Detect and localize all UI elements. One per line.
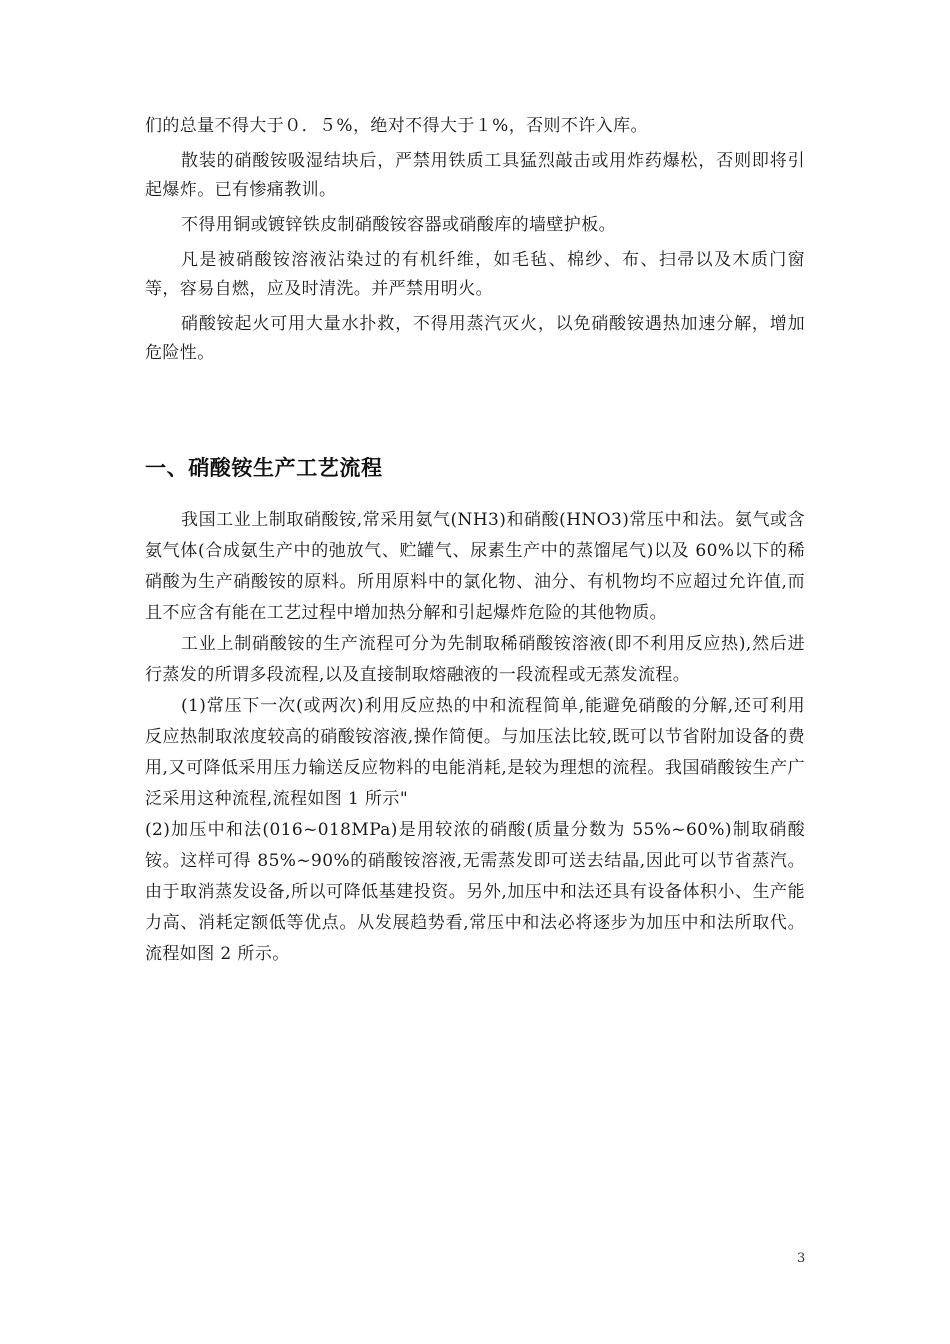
- paragraph: 凡是被硝酸铵溶液沾染过的有机纤维，如毛毡、棉纱、布、扫帚以及木质门窗等，容易自燃，应及时清洗。并严禁用明火。: [145, 250, 805, 299]
- section-heading: 一、硝酸铵生产工艺流程: [145, 456, 383, 480]
- paragraph: (2)加压中和法(016~018MPa)是用较浓的硝酸(质量分数为 55%~60%)制取硝酸铵。这样可得 85%~90%的硝酸铵溶液,无需蒸发即可送去结晶,因此可以节省蒸汽。由于取消蒸发设备,所以可降低基建投资。另外,加压中和法还具有设备体积小、生产能力高、消耗定额低等优点。从发展趋势看,常压中和法必将逐步为加压中和法所取代。流程如图 2 所示。: [145, 820, 805, 964]
- paragraph: 工业上制硝酸铵的生产流程可分为先制取稀硝酸铵溶液(即不利用反应热),然后进行蒸发的所谓多段流程,以及直接制取熔融液的一段流程或无蒸发流程。: [145, 634, 805, 685]
- page-number: 3: [797, 1251, 806, 1266]
- paragraph: 我国工业上制取硝酸铵,常采用氨气(NH3)和硝酸(HNO3)常压中和法。氨气或含氨气体(合成氨生产中的弛放气、贮罐气、尿素生产中的蒸馏尾气)以及 60%以下的稀硝酸为生产硝酸铵的原料。所用原料中的氯化物、油分、有机物均不应超过允许值,而且不应含有能在工艺过程中增加热分解和引起爆炸危险的其他物质。: [145, 510, 805, 623]
- process-description: [145, 505, 805, 970]
- paragraph: 散装的硝酸铵吸湿结块后，严禁用铁质工具猛烈敲击或用炸药爆松，否则即将引起爆炸。已有惨痛教训。: [145, 151, 805, 200]
- paragraph: 硝酸铵起火可用大量水扑救，不得用蒸汽灭火，以免硝酸铵遇热加速分解，增加危险性。: [145, 314, 805, 363]
- safety-notes: [145, 112, 805, 374]
- paragraph: 不得用铜或镀锌铁皮制硝酸铵容器或硝酸库的墙壁护板。: [181, 215, 616, 235]
- paragraph: 们的总量不得大于０．５%，绝对不得大于１%，否则不许入库。: [145, 116, 648, 136]
- paragraph: (1)常压下一次(或两次)利用反应热的中和流程简单,能避免硝酸的分解,还可利用反应热制取浓度较高的硝酸铵溶液,操作简便。与加压法比较,既可以节省附加设备的费用,又可降低采用压力输送反应物料的电能消耗,是较为理想的流程。我国硝酸铵生产广泛采用这种流程,流程如图 1 所示": [145, 696, 805, 809]
